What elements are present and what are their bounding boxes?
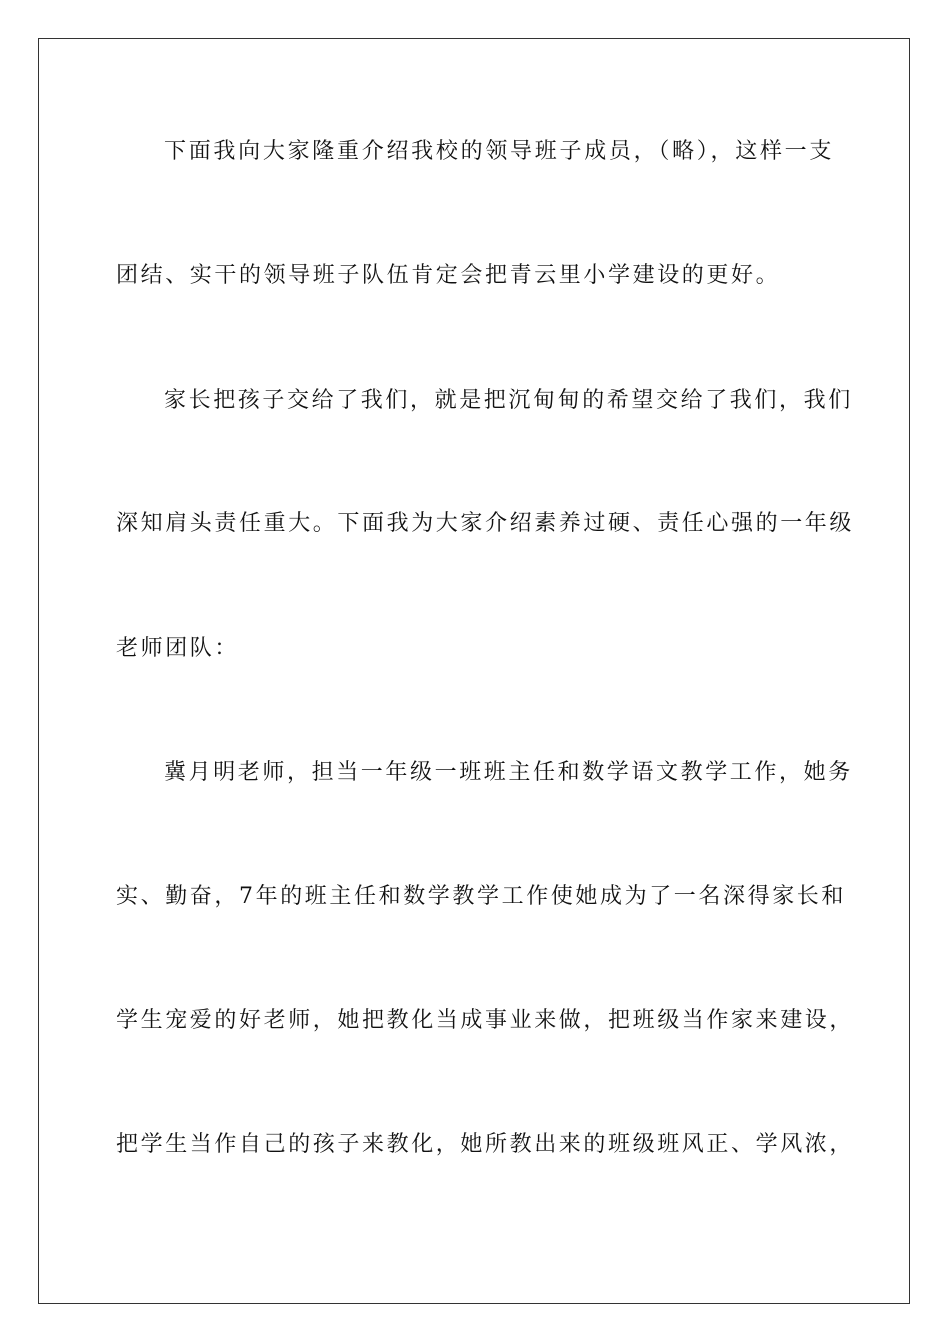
text-line: 下面我向大家隆重介绍我校的领导班子成员，（略），这样一支 (164, 139, 834, 164)
text-line: 深知肩头责任重大。下面我为大家介绍素养过硬、责任心强的一年级 (116, 511, 855, 536)
text-line: 团结、实干的领导班子队伍肯定会把青云里小学建设的更好。 (116, 263, 781, 288)
page-border (38, 38, 910, 1304)
text-line: 冀月明老师，担当一年级一班班主任和数学语文教学工作，她务 (164, 760, 853, 785)
text-line: 家长把孩子交给了我们，就是把沉甸甸的希望交给了我们，我们 (164, 388, 853, 413)
text-line: 老师团队： (116, 636, 240, 661)
text-line: 学生宠爱的好老师，她把教化当成事业来做，把班级当作家来建设， (116, 1008, 855, 1033)
text-line: 把学生当作自己的孩子来教化，她所教出来的班级班风正、学风浓， (116, 1132, 855, 1157)
text-line: 实、勤奋，7年的班主任和数学教学工作使她成为了一名深得家长和 (116, 884, 846, 909)
